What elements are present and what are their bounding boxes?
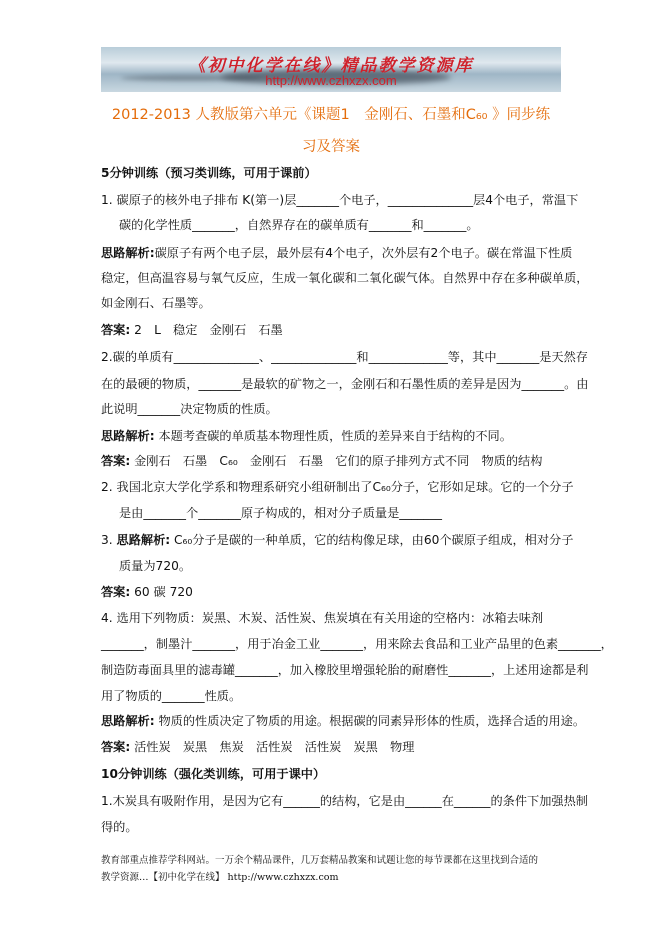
answer-label: 答案: <box>101 323 131 337</box>
section-heading: 5分钟训练（预习类训练，可用于课前） <box>101 166 317 180</box>
question-line: 2. 我国北京大学化学系和物理系研究小组研制出了C₆₀分子，它形如足球。它的一个分子 <box>101 480 574 494</box>
question-line: 用了物质的_______性质。 <box>101 689 242 703</box>
analysis-line: 稳定，但高温容易与氧气反应，生成一氧化碳和二氧化碳气体。自然界中存在多种碳单质， <box>101 271 589 285</box>
answer-line <box>101 584 571 600</box>
answer-text: 活性炭 炭黑 焦炭 活性炭 活性炭 炭黑 物理 <box>130 740 415 754</box>
analysis-label: 思路解析: <box>101 429 155 443</box>
analysis-text: 物质的性质决定了物质的用途。根据碳的同素异形体的性质，选择合适的用途。 <box>154 714 586 728</box>
answer-line <box>101 453 571 469</box>
answer-text: 金刚石 石墨 C₆₀ 金刚石 石墨 它们的原子排列方式不同 物质的结构 <box>130 454 543 468</box>
analysis-text: 碳原子有两个电子层，最外层有4个电子，次外层有2个电子。碳在常温下性质 <box>154 246 573 260</box>
answer-label: 答案: <box>101 740 131 754</box>
analysis-line: 如金刚石、石墨等。 <box>101 296 211 310</box>
answer-label: 答案: <box>101 454 131 468</box>
analysis-text: C₆₀分子是碳的一种单质，它的结构像足球，由60个碳原子组成，相对分子 <box>170 533 574 547</box>
analysis-line: 质量为720。 <box>119 559 192 573</box>
footer-text: 教学资源…【初中化学在线】 <box>101 872 225 883</box>
question-line: 1. 碳原子的核外电子排布 K(第一)层_______个电子，______________层4个电子，常温下 <box>101 193 579 207</box>
footer-url[interactable]: http://www.czhxzx.com <box>227 872 339 883</box>
doc-title-line1: 2012-2013 人教版第六单元《课题1 金刚石、石墨和C₆₀ 》同步练 <box>111 107 551 123</box>
analysis-label: 思路解析: <box>116 533 171 547</box>
analysis-label: 思路解析: <box>101 714 155 728</box>
question-line: 此说明_______决定物质的性质。 <box>101 402 278 416</box>
answer-text: 2 L 稳定 金刚石 石墨 <box>130 323 283 337</box>
analysis-line <box>101 532 574 548</box>
question-line: 制造防毒面具里的滤毒罐_______，加入橡胶里增强轮胎的耐磨性_______，上述用途都是利 <box>101 663 589 677</box>
question-line: 4. 选用下列物质：炭黑、木炭、活性炭、焦炭填在有关用途的空格内：冰箱去味剂 <box>101 611 544 625</box>
question-line: 碳的化学性质_______，自然界存在的碳单质有_______和_______。 <box>119 218 479 232</box>
question-line: _______，制墨汁_______，用于冶金工业_______，用来除去食品和工业产品里的色素_______， <box>101 637 613 651</box>
analysis-text: 本题考查碳的单质基本物理性质，性质的差异来自于结构的不同。 <box>154 429 512 443</box>
question-line: 1.木炭具有吸附作用，是因为它有______的结构，它是由______在______的条件下加强热制 <box>101 794 588 808</box>
answer-text: 60 碳 720 <box>130 585 193 599</box>
analysis-line <box>101 245 571 261</box>
footer-line <box>101 869 339 883</box>
analysis-label: 思路解析: <box>101 246 155 260</box>
doc-title-line2: 习及答案 <box>302 139 360 155</box>
header-banner <box>101 47 561 92</box>
analysis-line <box>101 713 586 729</box>
question-line: 是由_______个_______原子构成的，相对分子质量是_______ <box>119 506 442 520</box>
item-number: 3. <box>101 533 117 547</box>
footer-line: 教育部重点推荐学科网站。一万余个精品课件，几万套精品教案和试题让您的每节课都在这里找到合适的 <box>101 855 539 866</box>
answer-line <box>101 322 571 338</box>
analysis-line <box>101 428 571 444</box>
banner-url: http://www.czhxzx.com <box>265 73 397 88</box>
answer-label: 答案: <box>101 585 131 599</box>
section-heading: 10分钟训练（强化类训练，可用于课中） <box>101 767 326 781</box>
question-line: 得的。 <box>101 820 138 834</box>
question-line: 2.碳的单质有______________、______________和_____________等，其中_______是天然存 <box>101 350 588 364</box>
answer-line <box>101 739 571 755</box>
question-line: 在的最硬的物质，_______是最软的矿物之一，金刚石和石墨性质的差异是因为_______。由 <box>101 377 589 391</box>
banner-title: 《初中化学在线》精品教学资源库 <box>188 56 474 76</box>
